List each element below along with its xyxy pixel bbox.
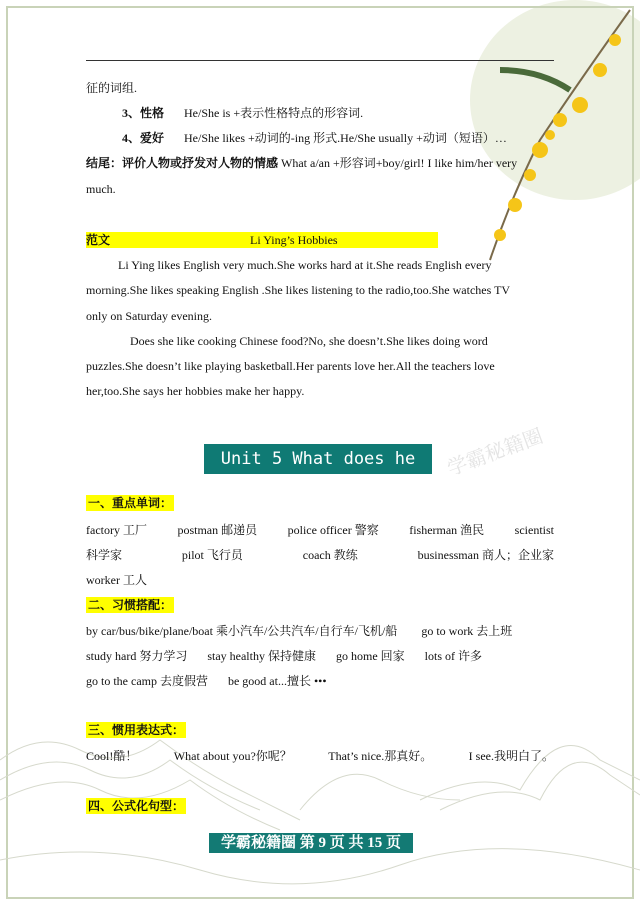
- watermark: 学霸秘籍圈: [443, 423, 547, 481]
- phrase: go home 回家: [335, 649, 405, 663]
- expression: Cool!酷！: [86, 749, 138, 763]
- essay-line: her,too.She says her hobbies make her happy.: [86, 384, 305, 398]
- expression: I see.我明白了。: [468, 749, 554, 763]
- essay-line: Li Ying likes English very much.She works hard at it.She reads English every: [118, 258, 492, 272]
- phrase-row: [86, 673, 554, 689]
- ending-text: What a/an +形容词+boy/girl! I like him/her very: [281, 156, 518, 170]
- word: pilot 飞行员: [181, 548, 243, 562]
- expression-row: [86, 748, 554, 764]
- word: factory 工厂: [86, 523, 147, 537]
- section-label: 二、习惯搭配：: [88, 598, 173, 612]
- expression: What about you?你呢？: [173, 749, 292, 763]
- header-rule: [86, 60, 554, 61]
- word: police officer 警察: [287, 523, 379, 537]
- word: scientist: [514, 523, 554, 537]
- essay-line: morning.She likes speaking English .She likes listening to the radio,too.She watches TV: [86, 283, 511, 297]
- section-label: 一、重点单词：: [88, 496, 173, 510]
- phrase: stay healthy 保持健康: [207, 649, 316, 663]
- unit-title: Unit 5 What does he do?: [204, 444, 432, 474]
- text-line: 征的词组.: [86, 81, 138, 95]
- phrase: study hard 努力学习: [86, 649, 188, 663]
- essay-line: only on Saturday evening.: [86, 309, 212, 323]
- word: worker 工人: [86, 573, 147, 587]
- section-heading: [86, 798, 554, 814]
- phrase-row: [86, 623, 554, 639]
- section-label: 四、公式化句型：: [88, 799, 185, 813]
- word: businessman 商人；企业家: [417, 548, 554, 562]
- essay-heading: [86, 232, 554, 248]
- page-footer: 学霸秘籍圈 第 9 页 共 15 页: [209, 833, 413, 853]
- essay-title: Li Ying’s Hobbies: [250, 233, 338, 247]
- word-row: [86, 547, 554, 563]
- word: postman 邮递员: [177, 523, 258, 537]
- section-heading: [86, 597, 554, 613]
- word-row: [86, 522, 554, 538]
- word: 科学家: [86, 548, 123, 562]
- word: coach 教练: [302, 548, 358, 562]
- section-heading: [86, 495, 554, 511]
- word: fisherman 渔民: [409, 523, 485, 537]
- item-text: He/She is +表示性格特点的形容词.: [184, 106, 364, 120]
- phrase: lots of 许多: [424, 649, 482, 663]
- section-heading: [86, 722, 554, 738]
- phrase: be good at...擅长 •••: [227, 674, 327, 688]
- item-3: [86, 105, 554, 121]
- ending-label: 结尾：评价人物或抒发对人物的情感: [86, 156, 279, 170]
- phrase: go to work 去上班: [421, 624, 513, 638]
- expression: That’s nice.那真好。: [328, 749, 433, 763]
- item-4: [86, 130, 554, 146]
- item-text: He/She likes +动词的-ing 形式.He/She usually +动词（短语）…: [184, 131, 507, 145]
- phrase-row: [86, 648, 554, 664]
- phrase: go to the camp 去度假营: [86, 674, 208, 688]
- section-label: 三、惯用表达式：: [88, 723, 185, 737]
- phrase: by car/bus/bike/plane/boat 乘小汽车/公共汽车/自行车/飞机/船: [86, 624, 398, 638]
- ending-line: [86, 155, 554, 171]
- item-label: 4、爱好: [122, 131, 165, 145]
- essay-line: puzzles.She doesn’t like playing basketball.Her parents love her.All the teachers love: [86, 359, 495, 373]
- essay-line: Does she like cooking Chinese food?No, she doesn’t.She likes doing word: [130, 334, 488, 348]
- item-label: 3、性格: [122, 106, 165, 120]
- text-line: much.: [86, 182, 116, 196]
- essay-label: 范文: [86, 233, 111, 247]
